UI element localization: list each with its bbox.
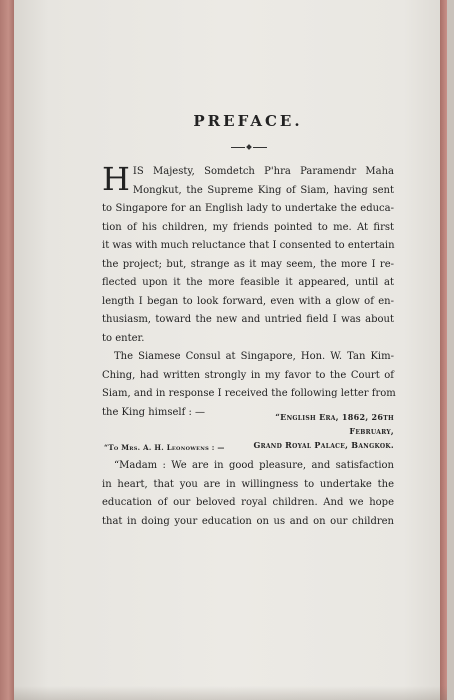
dateline-date: “English Era, 1862, 26th February, [275,412,394,436]
text-line: Ching, had written strongly in my favor to the Court of [102,369,394,381]
title-ornament [229,145,269,149]
drop-cap: H [102,160,130,198]
book-page [14,0,447,700]
paragraph-1 [102,160,396,422]
text-line: the King himself : — [102,406,206,418]
text-line: length I began to look forward, even with a glow of en- [102,295,394,307]
text-line: education of our beloved royal children. And we hope [102,497,394,508]
ornament-rule-right [253,147,267,148]
text-line: that in doing your education on us and on our children [102,515,394,527]
page-bottom-shadow [14,686,447,700]
text-line: flected upon it the more feasible it appeared, until at [102,277,394,288]
text-line: IS Majesty, Somdetch P'hra Paramendr Maha [132,166,394,177]
ornament-rule-left [231,147,245,148]
text-line: to Singapore for an English lady to undertake the educa- [102,203,394,214]
text-line: “Madam : We are in good pleasure, and satisfaction [114,460,394,471]
text-line: Mongkut, the Supreme King of Siam, having sent [132,184,394,196]
dateline-place: Grand Royal Palace, Bangkok. [253,440,394,450]
text-line: it was with much reluctance that I consented to entertain [102,240,395,251]
text-line: The Siamese Consul at Singapore, Hon. W. Tan Kim- [114,351,394,362]
text-line: to enter. [102,332,145,344]
text-line: thusiasm, toward the new and untried field I was about [102,314,394,325]
letter-salutation: “To Mrs. A. H. Leonowens : — [104,443,225,452]
page-title: PREFACE. [193,112,303,130]
text-line: the project; but, strange as it may seem, the more I re- [102,258,394,270]
text-line: tion of his children, my friends pointed to me. At first [102,221,394,233]
book-spine-edge [0,0,14,700]
letter-body [102,457,394,531]
page-right-edge [440,0,447,700]
text-line: in heart, that you are in willingness to undertake the [102,478,394,490]
ornament-diamond [246,144,252,150]
letter-dateline [230,410,394,452]
text-line: Siam, and in response I received the following letter from [102,388,396,399]
